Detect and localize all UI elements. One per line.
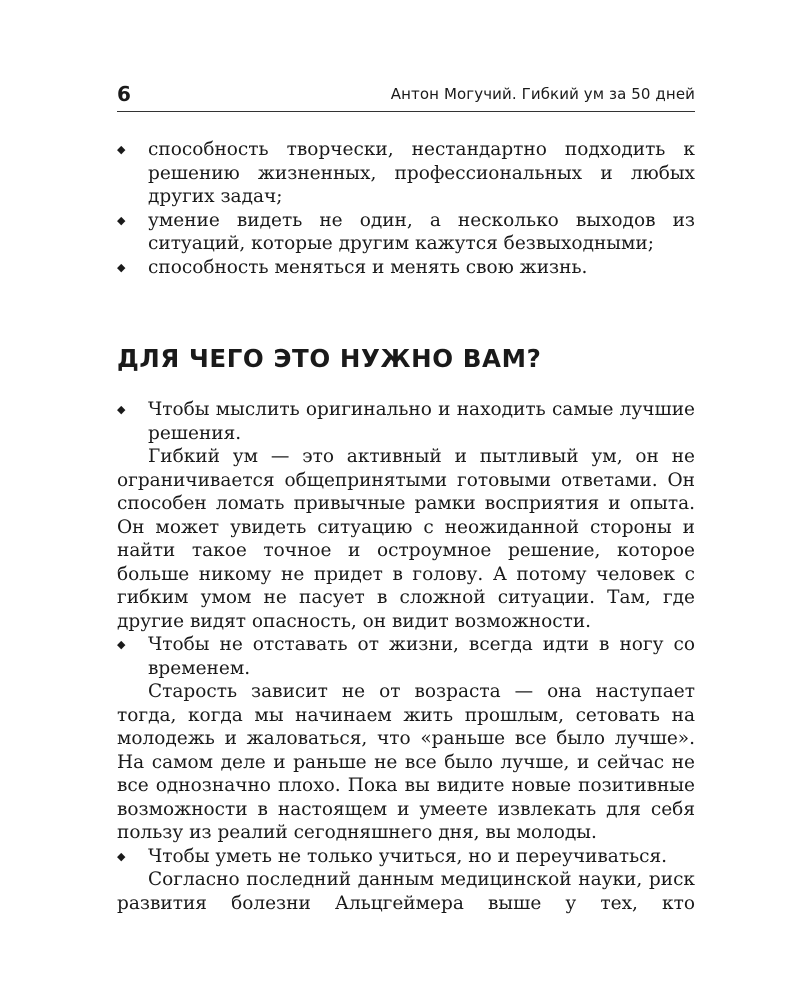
list-item: ◆ способность творчески, нестандартно подходить к решению жизненных, профессиональных и любых других задач;: [117, 139, 695, 207]
list-item: ◆ Чтобы не отставать от жизни, всегда идти в ногу со временем.: [117, 634, 695, 679]
paragraph: Гибкий ум — это активный и пытливый ум, он не ограничивается общепринятыми готовыми ответами. Он способен ломать привычные рамки восприятия и опыта. Он может увидеть ситуацию с неожиданной стороны и найти такое точное и остроумное решение, которое больше никому не придет в голову. А потому человек с гибким умом не пасует в сложной ситуации. Там, где другие видят опасность, он видит возможности.: [117, 446, 695, 632]
intro-list: [117, 138, 695, 279]
body-text: [117, 398, 695, 915]
diamond-bullet-icon: ◆: [117, 849, 126, 863]
list-item: ◆ Чтобы уметь не только учиться, но и переучиваться.: [117, 845, 668, 867]
list-item: ◆ способность меняться и менять свою жизнь.: [117, 256, 588, 278]
paragraph: Старость зависит не от возраста — она наступает тогда, когда мы начинаем жить прошлым, сетовать на молодежь и жаловаться, что «раньше все было лучше». На самом деле и раньше не все было лучше, и сейчас не все однозначно плохо. Пока вы видите новые позитивные возможности в настоящем и умеете извлекать для себя пользу из реалий сегодняшнего дня, вы молоды.: [117, 681, 695, 843]
running-title: Антон Могучий. Гибкий ум за 50 дней: [390, 85, 695, 103]
diamond-bullet-icon: ◆: [117, 143, 126, 156]
paragraph: Согласно последний данным медицинской науки, риск развития болезни Альцгеймера выше у тех, кто: [117, 869, 695, 914]
diamond-bullet-icon: ◆: [117, 260, 126, 274]
header-rule: [117, 111, 695, 112]
diamond-bullet-icon: ◆: [117, 213, 126, 227]
list-item: ◆ умение видеть не один, а несколько выходов из ситуаций, которые другим кажутся безвыходными;: [117, 209, 695, 254]
list-item: ◆ Чтобы мыслить оригинально и находить самые лучшие решения.: [117, 399, 695, 444]
diamond-bullet-icon: ◆: [117, 638, 126, 651]
page-header: [117, 82, 695, 106]
section-heading: ДЛЯ ЧЕГО ЭТО НУЖНО ВАМ?: [117, 344, 542, 373]
diamond-bullet-icon: ◆: [117, 403, 126, 416]
page-number: 6: [117, 82, 131, 106]
